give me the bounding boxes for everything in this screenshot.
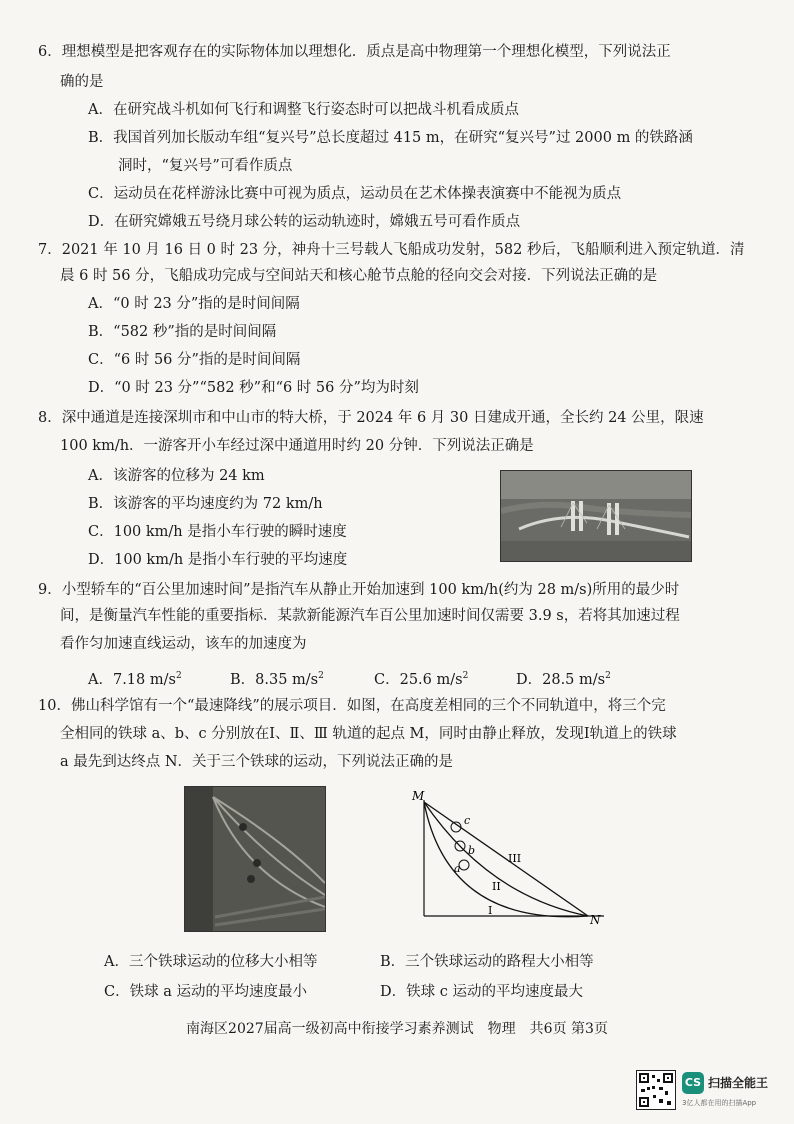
page-footer: 南海区2027届高一级初高中衔接学习素养测试 物理 共6页 第3页 — [186, 1021, 608, 1037]
brachistochrone-photo-image — [185, 787, 325, 931]
q8-option-d: D．100 km/h 是指小车行驶的平均速度 — [88, 552, 348, 568]
q10-option-b: B．三个铁球运动的路程大小相等 — [380, 954, 594, 970]
q10-stem-line1: 10．佛山科学馆有一个“最速降线”的展示项目．如图，在高度差相同的三个不同轨道中，将三个完 — [38, 698, 666, 714]
q10-option-a: A．三个铁球运动的位移大小相等 — [104, 954, 318, 970]
scanner-app-name: 扫描全能王 — [708, 1076, 769, 1090]
q6-option-b-line2: 洞时，“复兴号”可看作质点 — [118, 158, 293, 174]
q9-option-c: C．25.6 $m/s^2$ — [374, 671, 469, 688]
track-iii — [424, 802, 588, 916]
bridge-photo — [500, 470, 692, 562]
q6-stem-line1: 6．理想模型是把客观存在的实际物体加以理想化．质点是高中物理第一个理想化模型，下列说法正 — [38, 44, 671, 60]
q6-stem-line2: 确的是 — [60, 74, 104, 90]
brachistochrone-photo — [184, 786, 326, 932]
label-i: I — [488, 904, 493, 917]
q10-stem-line2: 全相同的铁球 a、b、c 分别放在Ⅰ、Ⅱ、Ⅲ 轨道的起点 M，同时由静止释放，发现Ⅰ轨道上的铁球 — [60, 726, 677, 742]
scanner-tagline: 3亿人都在用的扫描App — [682, 1099, 757, 1107]
q9-option-a: A．7.18 $m/s^2$ — [88, 671, 182, 688]
q8-stem-line2: 100 km/h．一游客开小车经过深中通道用时约 20 分钟．下列说法正确是 — [60, 438, 534, 454]
q6-option-d: D．在研究嫦娥五号绕月球公转的运动轨迹时，嫦娥五号可看作质点 — [88, 214, 521, 230]
q6-option-b-line1: B．我国首列加长版动车组“复兴号”总长度超过 415 m，在研究“复兴号”过 2000 m 的铁路涵 — [88, 130, 693, 146]
label-a: a — [454, 862, 461, 875]
label-b: b — [468, 844, 476, 857]
q7-stem-line1: 7．2021 年 10 月 16 日 0 时 23 分，神舟十三号载人飞船成功发射，582 秒后，飞船顺利进入预定轨道．清 — [38, 242, 745, 258]
camscanner-logo-icon: CS — [682, 1072, 704, 1094]
track-diagram-svg — [408, 786, 608, 926]
q9-stem-line3: 看作匀加速直线运动，该车的加速度为 — [60, 636, 307, 652]
q7-stem-line2: 晨 6 时 56 分，飞船成功完成与空间站天和核心舱节点舱的径向交会对接．下列说法正确的是 — [60, 268, 658, 284]
q7-option-a: A．“0 时 23 分”指的是时间间隔 — [88, 296, 300, 312]
q8-stem-line1: 8．深中通道是连接深圳市和中山市的特大桥，于 2024 年 6 月 30 日建成开通，全长约 24 公里，限速 — [38, 410, 704, 426]
qr-code-icon — [636, 1070, 676, 1110]
q9-stem-line2: 间，是衡量汽车性能的重要指标．某款新能源汽车百公里加速时间仅需要 3.9 s，若将其加速过程 — [60, 608, 680, 624]
label-ii: II — [492, 880, 501, 893]
label-c: c — [464, 814, 471, 827]
q7-option-b: B．“582 秒”指的是时间间隔 — [88, 324, 277, 340]
q10-option-c: C．铁球 a 运动的平均速度最小 — [104, 984, 307, 1000]
q10-option-d: D．铁球 c 运动的平均速度最大 — [380, 984, 583, 1000]
q7-option-d: D．“0 时 23 分”“582 秒”和“6 时 56 分”均为时刻 — [88, 380, 419, 396]
bridge-photo-image — [501, 471, 691, 561]
q9-option-b: B．8.35 $m/s^2$ — [230, 671, 324, 688]
label-m: M — [412, 789, 425, 803]
scanner-watermark — [636, 1070, 786, 1114]
q8-option-a: A．该游客的位移为 24 km — [88, 468, 265, 484]
q10-stem-line3: a 最先到达终点 N．关于三个铁球的运动，下列说法正确的是 — [60, 754, 454, 770]
label-iii: III — [508, 852, 522, 865]
q9-stem-line1: 9．小型轿车的“百公里加速时间”是指汽车从静止开始加速到 100 km/h(约为 28 m/s)所用的最少时 — [38, 582, 680, 598]
q6-option-a: A．在研究战斗机如何飞行和调整飞行姿态时可以把战斗机看成质点 — [88, 102, 519, 118]
q9-option-d: D．28.5 $m/s^2$ — [516, 671, 611, 688]
track-diagram — [408, 786, 608, 926]
q6-option-c: C．运动员在花样游泳比赛中可视为质点，运动员在艺术体操表演赛中不能视为质点 — [88, 186, 622, 202]
label-n: N — [590, 913, 601, 926]
q8-option-b: B．该游客的平均速度约为 72 km/h — [88, 496, 323, 512]
q8-option-c: C．100 km/h 是指小车行驶的瞬时速度 — [88, 524, 347, 540]
q7-option-c: C．“6 时 56 分”指的是时间间隔 — [88, 352, 301, 368]
